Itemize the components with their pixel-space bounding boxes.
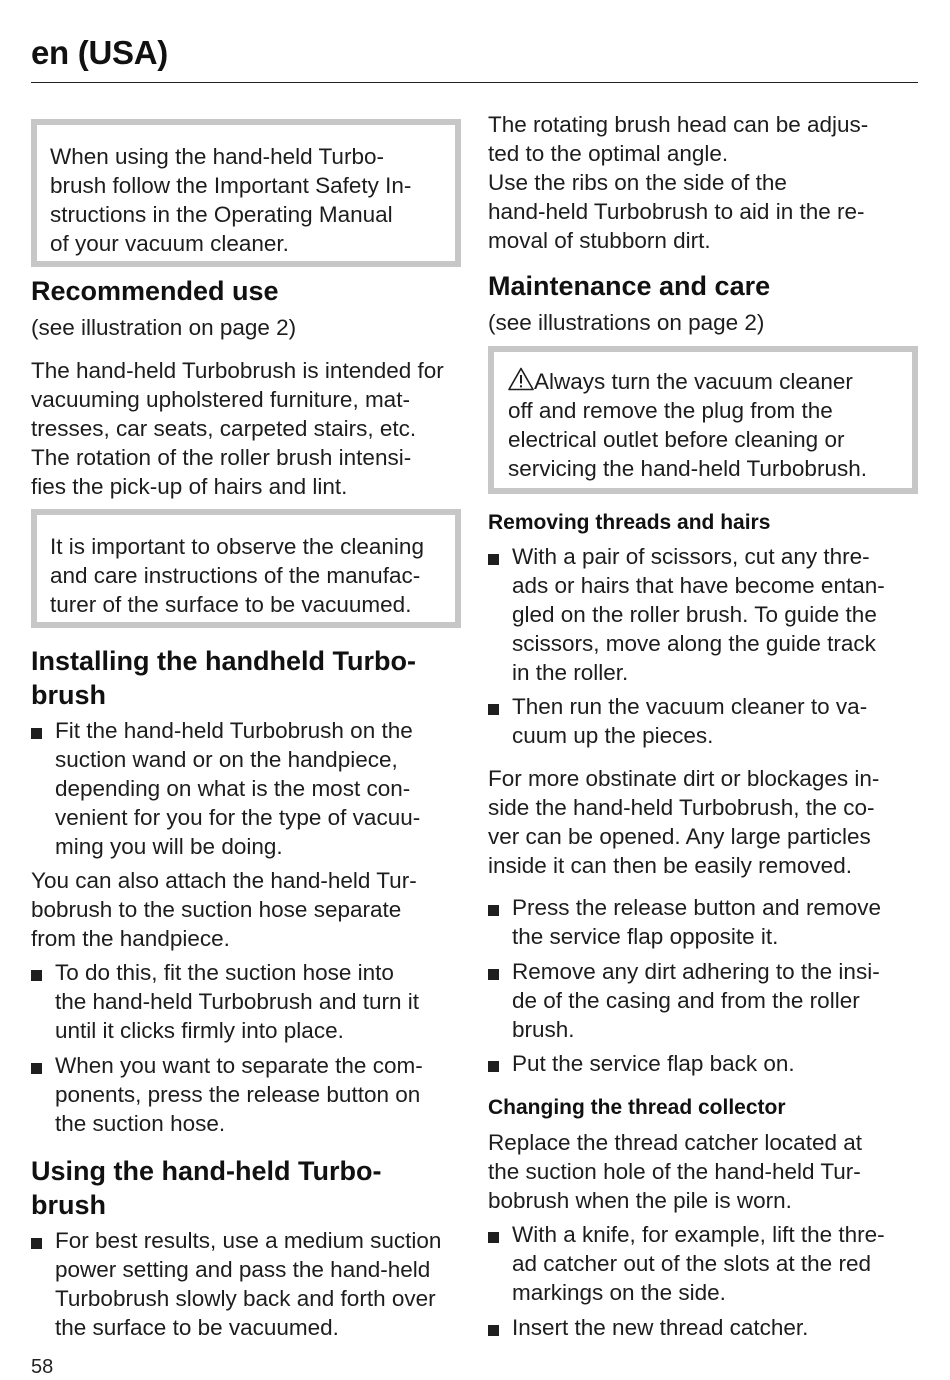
removing-threads-heading: Removing threads and hairs: [488, 511, 771, 534]
bullet-square-icon: [488, 554, 499, 565]
header-divider: [31, 82, 918, 83]
bullet-square-icon: [488, 704, 499, 715]
bullet-square-icon: [488, 1061, 499, 1072]
language-title: en (USA): [31, 34, 168, 71]
thread-collector-heading: Changing the thread collector: [488, 1096, 786, 1119]
bullet-square-icon: [31, 1238, 42, 1249]
obstinate-dirt-paragraph: For more obstinate dirt or blockages in- side the hand-held Turbobrush, the co- ver can be opened. Any large particles inside it can then be easily removed.: [488, 766, 880, 878]
warning-text: Always turn the vacuum cleaner off and remove the plug from the electrical outlet before cleaning or servicing the hand-held Turbobrush.: [508, 369, 867, 481]
recommended-use-reference: (see illustration on page 2): [31, 315, 297, 340]
rotating-brush-paragraph: The rotating brush head can be adjus- ted to the optimal angle. Use the ribs on the side of the hand-held Turbobrush to aid in the re- moval of stubborn dirt.: [488, 112, 869, 253]
bullet-square-icon: [31, 728, 42, 739]
warning-box: [488, 346, 918, 494]
bullet-square-icon: [488, 905, 499, 916]
bullet-square-icon: [488, 969, 499, 980]
care-note-text: It is important to observe the cleaning and care instructions of the manufac- turer of the surface to be vacuumed.: [50, 534, 424, 617]
bullet-square-icon: [488, 1232, 499, 1243]
thread-collector-paragraph: Replace the thread catcher located at the suction hole of the hand-held Tur- bobrush when the pile is worn.: [488, 1130, 862, 1213]
bullet-square-icon: [31, 970, 42, 981]
warning-triangle-icon: [508, 367, 534, 391]
page-number: 58: [31, 1356, 54, 1378]
installing-paragraph: You can also attach the hand-held Tur- bobrush to the suction hose separate from the handpiece.: [31, 868, 417, 951]
maintenance-heading: Maintenance and care: [488, 271, 771, 301]
recommended-use-heading: Recommended use: [31, 276, 279, 306]
care-note-box: [31, 509, 461, 628]
safety-note-box: [31, 119, 461, 267]
using-heading: Using the hand-held Turbo- brush: [31, 1156, 382, 1220]
installing-heading: Installing the handheld Turbo- brush: [31, 646, 416, 710]
bullet-square-icon: [31, 1063, 42, 1074]
recommended-use-body: The hand-held Turbobrush is intended for vacuuming upholstered furniture, mat- tresses, car seats, carpeted stairs, etc. The rotation of the roller brush intensi- fies the pick-up of hairs and lint.: [31, 358, 444, 499]
bullet-square-icon: [488, 1325, 499, 1336]
maintenance-reference: (see illustrations on page 2): [488, 310, 765, 335]
safety-note-text: When using the hand-held Turbo- brush follow the Important Safety In- structions in the Operating Manual of your vacuum cleaner.: [50, 144, 412, 256]
